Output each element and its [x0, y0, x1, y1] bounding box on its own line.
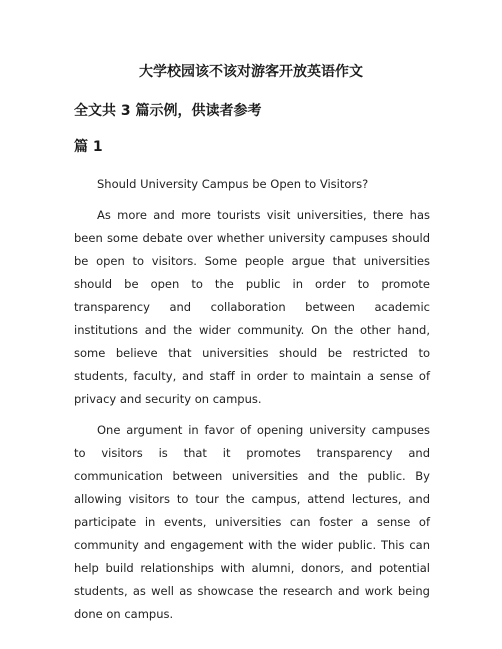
essay-body [74, 173, 430, 634]
essay-paragraph: One argument in favor of opening university campuses to visitors is that it promotes transparency and communication between universities and the public. By allowing visitors to tour the campus, attend lectures, and participate in events, universities can foster a sense of community and engagement with the wider public. This can help build relationships with alumni, donors, and potential students, as well as showcase the research and work being done on campus. [74, 423, 430, 621]
essay-title: Should University Campus be Open to Visitors? [97, 177, 369, 191]
document-title: 大学校园该不该对游客开放英语作文 [139, 64, 363, 80]
section-heading: 篇 1 [74, 139, 103, 155]
essay-paragraph: As more and more tourists visit universities, there has been some debate over whether university campuses should be open to visitors. Some people argue that universities should be open to the public in order to promote transparency and collaboration between academic institutions and the wider community. On the other hand, some believe that universities should be restricted to students, faculty, and staff in order to maintain a sense of privacy and security on campus. [74, 208, 430, 406]
document-subtitle: 全文共 3 篇示例，供读者参考 [74, 103, 262, 119]
